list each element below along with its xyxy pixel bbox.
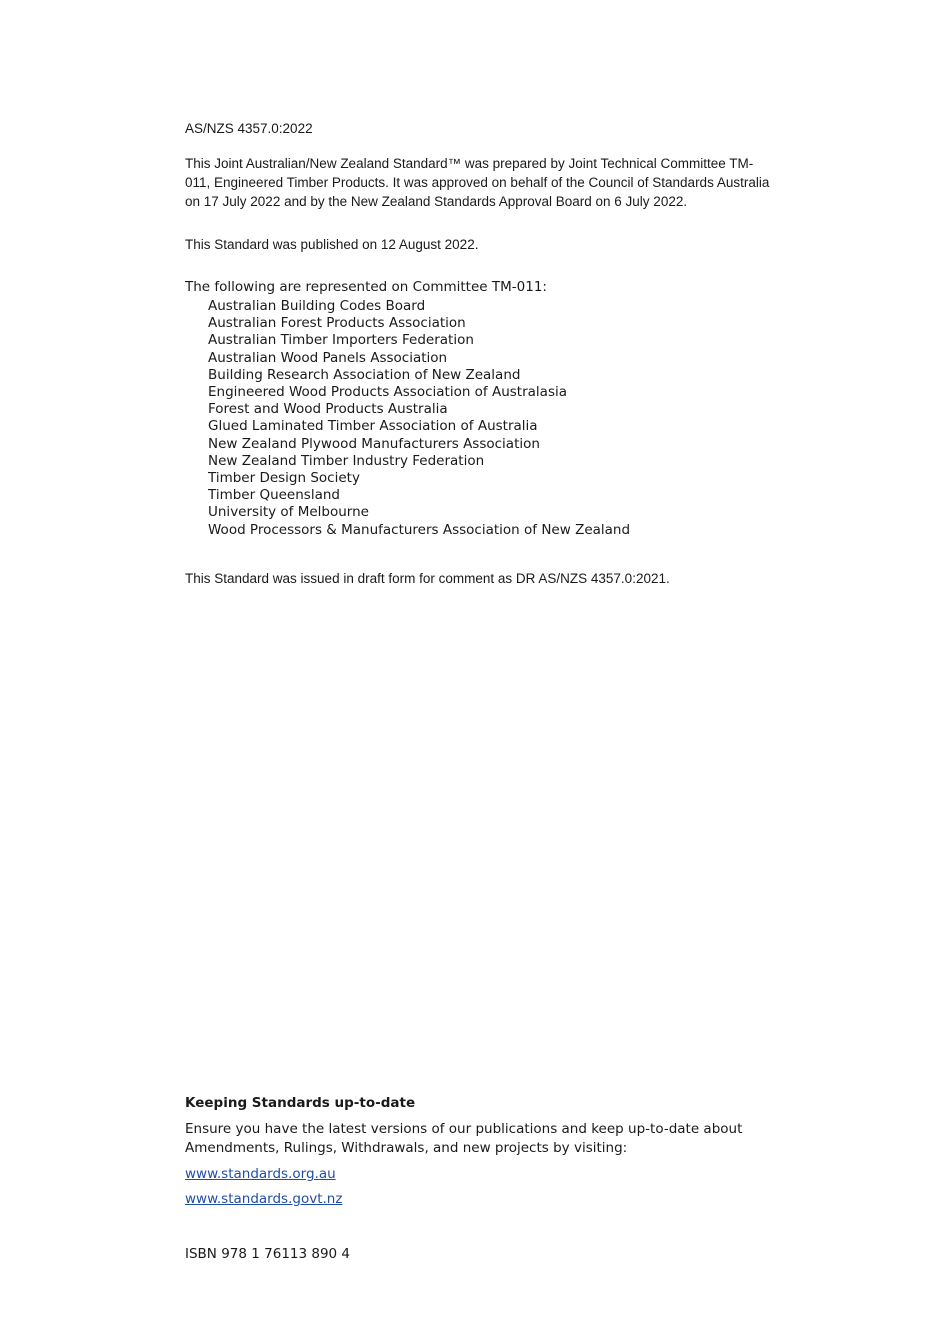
committee-member: Australian Wood Panels Association [208, 349, 448, 366]
committee-member: New Zealand Plywood Manufacturers Association [208, 435, 540, 452]
committee-member: Forest and Wood Products Australia [208, 401, 448, 418]
isbn-number: ISBN 978 1 76113 890 4 [185, 1246, 351, 1262]
draft-notice-paragraph: This Standard was issued in draft form for comment as DR AS/NZS 4357.0:2021. [185, 571, 670, 586]
committee-member: Timber Queensland [208, 487, 340, 504]
keeping-up-to-date-heading: Keeping Standards up-to-date [185, 1095, 416, 1111]
committee-member: Engineered Wood Products Association of Australasia [208, 384, 567, 401]
committee-section [185, 278, 630, 539]
committee-member: Australian Forest Products Association [208, 315, 466, 332]
committee-member-list [185, 298, 630, 539]
preparation-paragraph: This Joint Australian/New Zealand Standard™ was prepared by Joint Technical Committee TM-011, Engineered Timber Products. It was approved on behalf of the Council of Standards Australia on 17 July 2022 and by the New Zealand Standards Approval Board on 6 July 2022. [185, 156, 770, 209]
committee-member: University of Melbourne [208, 504, 369, 521]
committee-member: Australian Building Codes Board [208, 298, 426, 314]
standards-australia-link[interactable]: www.standards.org.au [185, 1166, 336, 1182]
committee-member: New Zealand Timber Industry Federation [208, 452, 485, 469]
committee-member: Wood Processors & Manufacturers Association of New Zealand [208, 521, 631, 538]
committee-member: Building Research Association of New Zealand [208, 366, 521, 383]
committee-member: Glued Laminated Timber Association of Australia [208, 418, 538, 435]
committee-intro: The following are represented on Committee TM-011: [185, 279, 547, 295]
committee-member: Timber Design Society [208, 470, 360, 487]
keeping-up-to-date-body: Ensure you have the latest versions of our publications and keep up-to-date about Amendments, Rulings, Withdrawals, and new projects by visiting: [185, 1121, 743, 1156]
standards-nz-link[interactable]: www.standards.govt.nz [185, 1191, 343, 1207]
keeping-up-to-date-section [185, 1094, 785, 1208]
committee-member: Australian Timber Importers Federation [208, 332, 474, 349]
publication-date-paragraph: This Standard was published on 12 August 2022. [185, 237, 479, 252]
standard-designation: AS/NZS 4357.0:2022 [185, 121, 313, 136]
